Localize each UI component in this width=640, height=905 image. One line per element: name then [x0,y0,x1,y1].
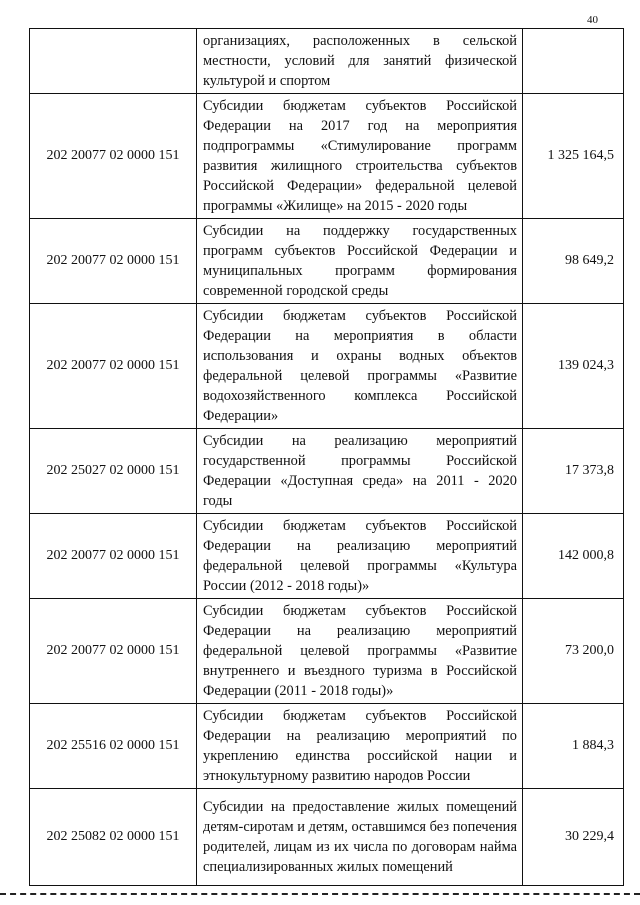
table-row [30,429,624,514]
description-text: Субсидии бюджетам субъектов Российской Федерации на мероприятия в области использования и охраны водных объектов федеральной целевой программы «Развитие водохозяйственного комплекса Российской [203,308,517,404]
description-cell [197,219,523,304]
table-row [30,789,624,886]
revenue-code-cell: 202 20077 02 0000 151 [30,304,197,429]
revenue-code-cell: 202 20077 02 0000 151 [30,599,197,704]
revenue-code-cell: 202 20077 02 0000 151 [30,514,197,599]
amount-cell: 98 649,2 [523,219,624,304]
description-cell [197,429,523,514]
description-last-line: современной городской среды [203,283,389,299]
description-cell [197,704,523,789]
amount-cell: 1 325 164,5 [523,94,624,219]
description-last-line: программы «Жилище» на 2015 - 2020 годы [203,198,468,214]
table-row [30,304,624,429]
description-last-line: годы [203,493,233,509]
revenue-code-cell: 202 25027 02 0000 151 [30,429,197,514]
description-cell [197,304,523,429]
amount-cell: 30 229,4 [523,789,624,886]
description-text: Субсидии на реализацию мероприятий государственной программы Российской Федерации «Доступная среда» на 2011 - 2020 [203,433,517,489]
amount-cell [523,29,624,94]
description-last-line: культурой и спортом [203,73,331,89]
revenue-code-cell [30,29,197,94]
revenue-code-cell: 202 20077 02 0000 151 [30,94,197,219]
description-text: организациях, расположенных в сельской местности, условий для занятий физической [203,33,517,69]
description-text: Субсидии бюджетам субъектов Российской Федерации на реализацию мероприятий федеральной целевой программы «Развитие внутреннего и въездного туризма в Российской [203,603,517,679]
description-text: Субсидии на поддержку государственных программ субъектов Российской Федерации и муниципальных программ формирования [203,223,517,279]
description-text: Субсидии бюджетам субъектов Российской Федерации на реализацию мероприятий по укреплению единства российской нации и [203,708,517,764]
description-cell [197,29,523,94]
description-cell [197,599,523,704]
amount-cell: 1 884,3 [523,704,624,789]
amount-cell: 73 200,0 [523,599,624,704]
page-number: 40 [587,14,598,26]
description-cell [197,94,523,219]
description-text: Субсидии бюджетам субъектов Российской Федерации на 2017 год на мероприятия подпрограммы «Стимулирование программ развития жилищного строительства субъектов Российской Федерации» федеральной целевой [203,98,517,194]
table-row [30,219,624,304]
description-cell [197,789,523,886]
description-cell [197,514,523,599]
amount-cell: 17 373,8 [523,429,624,514]
budget-table [29,28,624,886]
description-last-line: Федерации (2011 - 2018 годы)» [203,683,394,699]
table-row [30,94,624,219]
description-text: Субсидии на предоставление жилых помещений детям-сиротам и детям, оставшимся без попечения родителей, лицам из их числа по договорам найма [203,799,517,855]
description-last-line: Федерации» [203,408,279,424]
revenue-code-cell: 202 25516 02 0000 151 [30,704,197,789]
description-last-line: этнокультурному развитию народов России [203,768,471,784]
footer-rule [0,893,640,898]
table-row [30,29,624,94]
table-row [30,704,624,789]
table-row [30,599,624,704]
description-last-line: России (2012 - 2018 годы)» [203,578,370,594]
description-text: Субсидии бюджетам субъектов Российской Федерации на реализацию мероприятий федеральной целевой программы «Культура [203,518,517,574]
revenue-code-cell: 202 20077 02 0000 151 [30,219,197,304]
amount-cell: 139 024,3 [523,304,624,429]
amount-cell: 142 000,8 [523,514,624,599]
table-row [30,514,624,599]
description-last-line: специализированных жилых помещений [203,859,453,875]
revenue-code-cell: 202 25082 02 0000 151 [30,789,197,886]
